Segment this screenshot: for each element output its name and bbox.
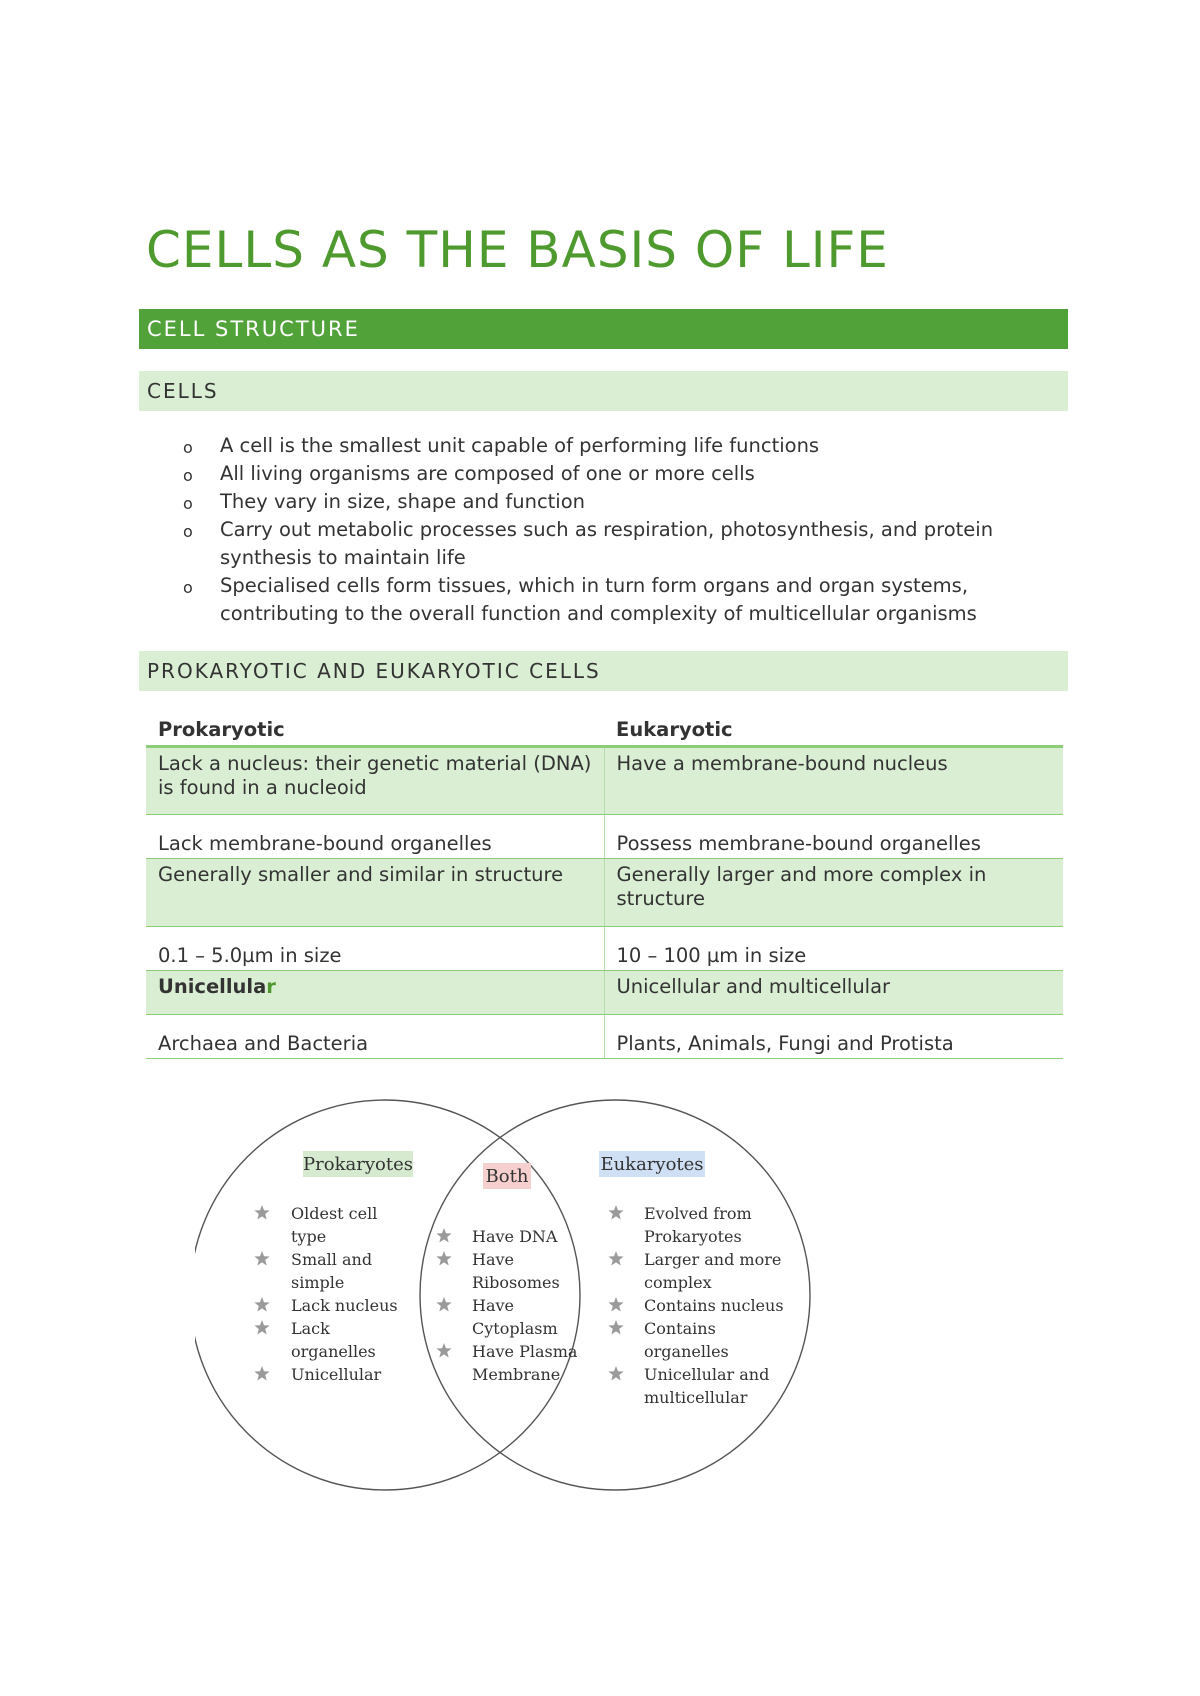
venn-item-text: Lack	[291, 1319, 330, 1338]
venn-middle-items	[436, 1227, 577, 1384]
star-icon	[436, 1251, 451, 1266]
star-icon	[254, 1297, 269, 1312]
star-icon	[254, 1366, 269, 1381]
venn-item-text: Have	[472, 1250, 514, 1269]
table-cell: Generally larger and more complex in structure	[604, 859, 1063, 927]
column-header-eukaryotic: Eukaryotic	[604, 707, 1063, 747]
table-cell: Generally smaller and similar in structure	[146, 859, 604, 927]
page-title: CELLS AS THE BASIS OF LIFE	[146, 221, 889, 279]
list-item	[180, 488, 1060, 516]
table-header-row	[146, 707, 1063, 747]
venn-item-text: complex	[644, 1273, 712, 1292]
star-icon	[436, 1343, 451, 1358]
venn-left-title: Prokaryotes	[303, 1154, 413, 1175]
star-icon	[608, 1366, 623, 1381]
venn-item-text: Have Plasma	[472, 1342, 578, 1361]
list-item	[180, 572, 1060, 628]
table-cell: Have a membrane-bound nucleus	[604, 747, 1063, 815]
table-cell: Unicellular and multicellular	[604, 971, 1063, 1015]
column-header-prokaryotic: Prokaryotic	[146, 707, 604, 747]
table-cell: Possess membrane-bound organelles	[604, 815, 1063, 859]
bullet-marker: o	[183, 466, 193, 485]
bullet-text: A cell is the smallest unit capable of performing life functions	[220, 434, 820, 457]
venn-item-text: Ribosomes	[472, 1273, 560, 1292]
venn-item-text: Oldest cell	[291, 1204, 378, 1223]
star-icon	[608, 1205, 623, 1220]
star-icon	[254, 1320, 269, 1335]
venn-item-text: Cytoplasm	[472, 1319, 558, 1338]
venn-right-items	[608, 1204, 783, 1407]
comparison-table	[146, 707, 1063, 1059]
venn-left-items	[254, 1204, 397, 1384]
bullet-marker: o	[183, 494, 193, 513]
venn-item-text: type	[291, 1227, 327, 1246]
table-cell: 10 – 100 µm in size	[604, 927, 1063, 971]
table-cell	[146, 971, 604, 1015]
star-icon	[608, 1297, 623, 1312]
subsection-heading-cells: CELLS	[139, 371, 1068, 411]
cells-bullet-list	[180, 432, 1060, 628]
table-row	[146, 927, 1063, 971]
venn-item-text: organelles	[291, 1342, 376, 1361]
table-row	[146, 971, 1063, 1015]
list-item	[180, 516, 1060, 572]
bullet-marker: o	[183, 522, 193, 541]
table-row	[146, 747, 1063, 815]
star-icon	[436, 1297, 451, 1312]
bullet-marker: o	[183, 438, 193, 457]
venn-middle-title: Both	[485, 1166, 529, 1187]
venn-item-text: Membrane	[472, 1365, 561, 1384]
bullet-text: They vary in size, shape and function	[220, 490, 586, 513]
subsection-heading-prokaryotic-eukaryotic: PROKARYOTIC AND EUKARYOTIC CELLS	[139, 651, 1068, 691]
venn-item-text: Unicellular and	[644, 1365, 770, 1384]
venn-item-text: Have	[472, 1296, 514, 1315]
venn-item-text: Prokaryotes	[644, 1227, 742, 1246]
table-cell: Archaea and Bacteria	[146, 1015, 604, 1059]
bullet-marker: o	[183, 578, 193, 597]
bullet-text: All living organisms are composed of one or more cells	[220, 462, 755, 485]
star-icon	[608, 1320, 623, 1335]
venn-diagram	[195, 1095, 835, 1495]
venn-item-text: Have DNA	[472, 1227, 558, 1246]
table-cell: Lack membrane-bound organelles	[146, 815, 604, 859]
venn-item-text: Contains nucleus	[644, 1296, 784, 1315]
bullet-text: Specialised cells form tissues, which in turn form organs and organ systems, contributing to the overall function and complexity of multicellular organisms	[220, 574, 977, 625]
star-icon	[436, 1228, 451, 1243]
table-cell: 0.1 – 5.0µm in size	[146, 927, 604, 971]
venn-right-title: Eukaryotes	[600, 1154, 704, 1175]
table-cell: Plants, Animals, Fungi and Protista	[604, 1015, 1063, 1059]
bullet-text: Carry out metabolic processes such as respiration, photosynthesis, and protein synthesis to maintain life	[220, 518, 994, 569]
section-heading-cell-structure: CELL STRUCTURE	[139, 309, 1068, 349]
list-item	[180, 460, 1060, 488]
venn-item-text: Contains	[644, 1319, 716, 1338]
list-item	[180, 432, 1060, 460]
venn-item-text: simple	[291, 1273, 345, 1292]
venn-item-text: Unicellular	[291, 1365, 382, 1384]
venn-item-text: Lack nucleus	[291, 1296, 398, 1315]
venn-item-text: Larger and more	[644, 1250, 782, 1269]
star-icon	[254, 1251, 269, 1266]
table-row	[146, 815, 1063, 859]
table-row	[146, 859, 1063, 927]
table-cell: Lack a nucleus: their genetic material (DNA) is found in a nucleoid	[146, 747, 604, 815]
venn-item-text: Evolved from	[644, 1204, 752, 1223]
star-icon	[608, 1251, 623, 1266]
venn-item-text: organelles	[644, 1342, 729, 1361]
venn-item-text: Small and	[291, 1250, 373, 1269]
table-row	[146, 1015, 1063, 1059]
unicellular-label: Unicellular	[158, 975, 276, 998]
star-icon	[254, 1205, 269, 1220]
venn-item-text: multicellular	[644, 1388, 748, 1407]
